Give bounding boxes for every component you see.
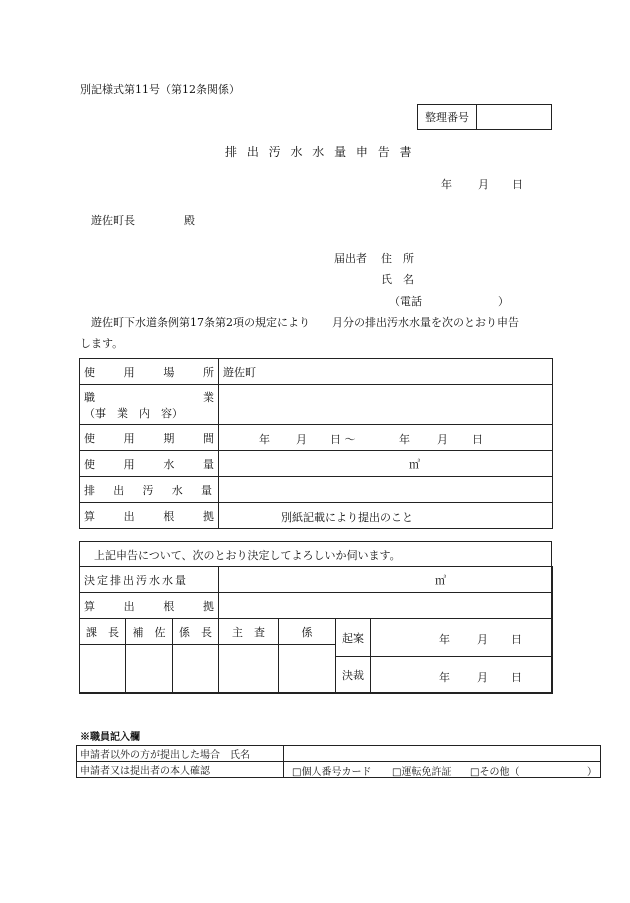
- row-label: 排 出 汚 水 量: [80, 477, 219, 503]
- role-section-chief: 課 長: [80, 619, 126, 645]
- approve-label: 決裁: [336, 657, 371, 694]
- intro-line-2: します。: [80, 337, 124, 350]
- table-row: [77, 762, 601, 778]
- intro-line-1: 遊佐町下水道条例第17条第2項の規定により 月分の排出汚水水量を次のとおり申告: [91, 316, 519, 329]
- table-row: [80, 619, 553, 645]
- role-chief-inspector: 主 査: [219, 619, 279, 645]
- role-staff: 係: [279, 619, 336, 645]
- staff-row-label: 申請者以外の方が提出した場合 氏名: [77, 746, 284, 762]
- form-label: 別記様式第11号（第12条関係）: [80, 83, 240, 96]
- decided-basis-value[interactable]: [219, 593, 553, 619]
- stamp-cell[interactable]: [80, 645, 126, 694]
- occupation-value[interactable]: [219, 385, 553, 425]
- decided-volume-value[interactable]: ㎥: [219, 567, 553, 593]
- decision-volume-table: [79, 566, 553, 619]
- reference-number-field[interactable]: [477, 105, 551, 129]
- approval-stamp-table: [79, 618, 553, 694]
- table-row: [80, 451, 553, 477]
- date-day: 日: [512, 178, 523, 191]
- staff-section-heading: ※職員記入欄: [80, 732, 140, 743]
- document-title: 排 出 汚 水 水 量 申 告 書: [225, 145, 415, 159]
- table-row: [80, 567, 553, 593]
- table-row: [80, 503, 553, 529]
- checkbox-my-number-card[interactable]: □個人番号カード: [292, 767, 372, 778]
- usage-period-value[interactable]: 年 月 日 ～ 年 月 日: [219, 425, 553, 451]
- draft-date[interactable]: 年 月 日: [371, 619, 553, 657]
- row-label: 職 業 （事 業 内 容）: [80, 385, 219, 425]
- applicant-phone-close: ）: [498, 295, 509, 308]
- discharge-volume-value[interactable]: [219, 477, 553, 503]
- staff-table: [76, 745, 601, 778]
- proxy-name-value[interactable]: [284, 746, 601, 762]
- reference-number-box: [417, 104, 552, 130]
- table-row: [80, 477, 553, 503]
- reference-number-label: 整理番号: [418, 105, 477, 129]
- applicant-address-label: 住 所: [381, 252, 414, 265]
- stamp-cell[interactable]: [173, 645, 219, 694]
- table-row: [80, 385, 553, 425]
- decision-heading: 上記申告について、次のとおり決定してよろしいか伺います。: [94, 549, 401, 562]
- role-assistant: 補 佐: [126, 619, 173, 645]
- checkbox-drivers-license[interactable]: □運転免許証: [392, 767, 452, 778]
- row-label: 算 出 根 拠: [80, 503, 219, 529]
- other-close-paren: ）: [587, 767, 597, 778]
- row-label: 算 出 根 拠: [80, 593, 219, 619]
- staff-row-label: 申請者又は提出者の本人確認: [77, 762, 284, 778]
- identity-check-options: [284, 762, 601, 778]
- date-month: 月: [478, 178, 489, 191]
- checkbox-other[interactable]: □その他（: [470, 767, 520, 778]
- honorific: 殿: [184, 214, 195, 227]
- table-row: [80, 593, 553, 619]
- applicant-label: 届出者: [334, 252, 367, 265]
- stamp-cell[interactable]: [219, 645, 279, 694]
- calculation-basis-value: 別紙記載により提出のこと: [219, 503, 553, 529]
- applicant-name-label: 氏 名: [381, 273, 414, 286]
- stamp-cell[interactable]: [279, 645, 336, 694]
- addressee: 遊佐町長: [91, 214, 135, 227]
- draft-label: 起案: [336, 619, 371, 657]
- table-row: [80, 359, 553, 385]
- date-year: 年: [441, 178, 452, 191]
- table-row: [77, 746, 601, 762]
- declaration-table: [79, 358, 553, 529]
- row-label: 使 用 水 量: [80, 451, 219, 477]
- role-subsection-chief: 係 長: [173, 619, 219, 645]
- table-row: [80, 425, 553, 451]
- row-label: 使 用 期 間: [80, 425, 219, 451]
- row-label: 決定排出汚水水量: [80, 567, 219, 593]
- usage-location-value[interactable]: 遊佐町: [219, 359, 553, 385]
- water-volume-value[interactable]: ㎥: [219, 451, 553, 477]
- applicant-phone-label: （電話: [389, 295, 422, 308]
- stamp-cell[interactable]: [126, 645, 173, 694]
- approve-date[interactable]: 年 月 日: [371, 657, 553, 694]
- row-label: 使 用 場 所: [80, 359, 219, 385]
